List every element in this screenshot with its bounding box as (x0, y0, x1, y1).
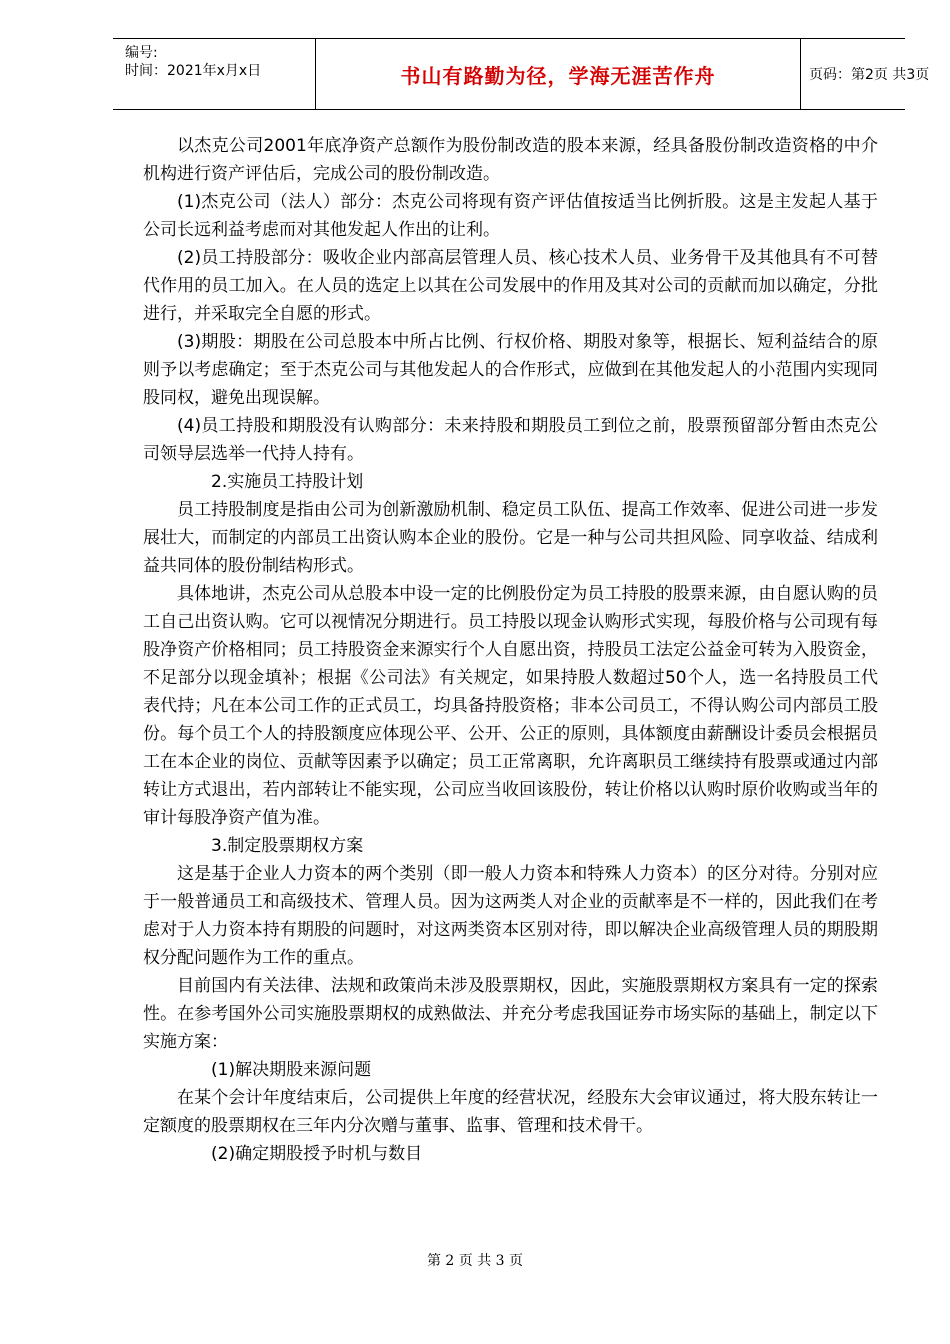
page-footer: 第 2 页 共 3 页 (426, 1253, 524, 1269)
document-body (143, 132, 878, 1168)
body-paragraph: 员工持股制度是指由公司为创新激励机制、稳定员工队伍、提高工作效率、促进公司进一步发展壮大，而制定的内部员工出资认购本企业的股份。它是一种与公司共担风险、同享收益、结成利益共同体的股份制结构形式。 (143, 500, 878, 576)
header-motto: 书山有路勤为径，学海无涯苦作舟 (400, 63, 716, 88)
header-page-cell (801, 39, 930, 109)
document-number-label: 编号: (125, 45, 158, 61)
header-page-info: 页码：第2页 共3页 (809, 67, 930, 83)
section-heading: (1)解决期股来源问题 (211, 1060, 372, 1080)
section-heading: 2.实施员工持股计划 (211, 472, 364, 492)
header-meta-cell (113, 39, 315, 109)
section-heading: 3.制定股票期权方案 (211, 836, 364, 856)
body-paragraph: 这是基于企业人力资本的两个类别（即一般人力资本和特殊人力资本）的区分对待。分别对应于一般普通员工和高级技术、管理人员。因为这两类人对企业的贡献率是不一样的，因此我们在考虑对于人力资本持有期股的问题时，对这两类资本区别对待，即以解决企业高级管理人员的期股期权分配问题作为工作的重点。 (143, 864, 878, 968)
body-paragraph: 目前国内有关法律、法规和政策尚未涉及股票期权，因此，实施股票期权方案具有一定的探索性。在参考国外公司实施股票期权的成熟做法、并充分考虑我国证券市场实际的基础上，制定以下实施方案： (143, 976, 878, 1052)
header-motto-cell (315, 39, 801, 109)
body-paragraph: (4)员工持股和期股没有认购部分：未来持股和期股员工到位之前，股票预留部分暂由杰克公司领导层选举一代持人持有。 (143, 416, 878, 464)
body-paragraph: 以杰克公司2001年底净资产总额作为股份制改造的股本来源，经具备股份制改造资格的中介机构进行资产评估后，完成公司的股份制改造。 (143, 136, 878, 184)
body-paragraph: (2)员工持股部分：吸收企业内部高层管理人员、核心技术人员、业务骨干及其他具有不可替代作用的员工加入。在人员的选定上以其在公司发展中的作用及其对公司的贡献而加以确定，分批进行，并采取完全自愿的形式。 (143, 248, 878, 324)
body-paragraph: 具体地讲，杰克公司从总股本中设一定的比例股份定为员工持股的股票来源，由自愿认购的员工自己出资认购。它可以视情况分期进行。员工持股以现金认购形式实现，每股价格与公司现有每股净资产价格相同；员工持股资金来源实行个人自愿出资，持股员工法定公益金可转为入股资金，不足部分以现金填补；根据《公司法》有关规定，如果持股人数超过50个人，选一名持股员工代表代持；凡在本公司工作的正式员工，均具备持股资格；非本公司员工，不得认购公司内部员工股份。每个员工个人的持股额度应体现公平、公开、公正的原则，具体额度由薪酬设计委员会根据员工在本企业的岗位、贡献等因素予以确定；员工正常离职，允许离职员工继续持有股票或通过内部转让方式退出，若内部转让不能实现，公司应当收回该股份，转让价格以认购时原价收购或当年的审计每股净资产值为准。 (143, 584, 878, 828)
section-heading: (2)确定期股授予时机与数目 (211, 1144, 423, 1164)
document-time-label: 时间：2021年x月x日 (125, 63, 262, 79)
body-paragraph: 在某个会计年度结束后，公司提供上年度的经营状况，经股东大会审议通过，将大股东转让一定额度的股票期权在三年内分次赠与董事、监事、管理和技术骨干。 (143, 1088, 878, 1136)
body-paragraph: (1)杰克公司（法人）部分：杰克公司将现有资产评估值按适当比例折股。这是主发起人基于公司长远利益考虑而对其他发起人作出的让利。 (143, 192, 878, 240)
body-paragraph: (3)期股：期股在公司总股本中所占比例、行权价格、期股对象等，根据长、短利益结合的原则予以考虑确定；至于杰克公司与其他发起人的合作形式，应做到在其他发起人的小范围内实现同股同权，避免出现误解。 (143, 332, 878, 408)
page-header (113, 38, 930, 110)
